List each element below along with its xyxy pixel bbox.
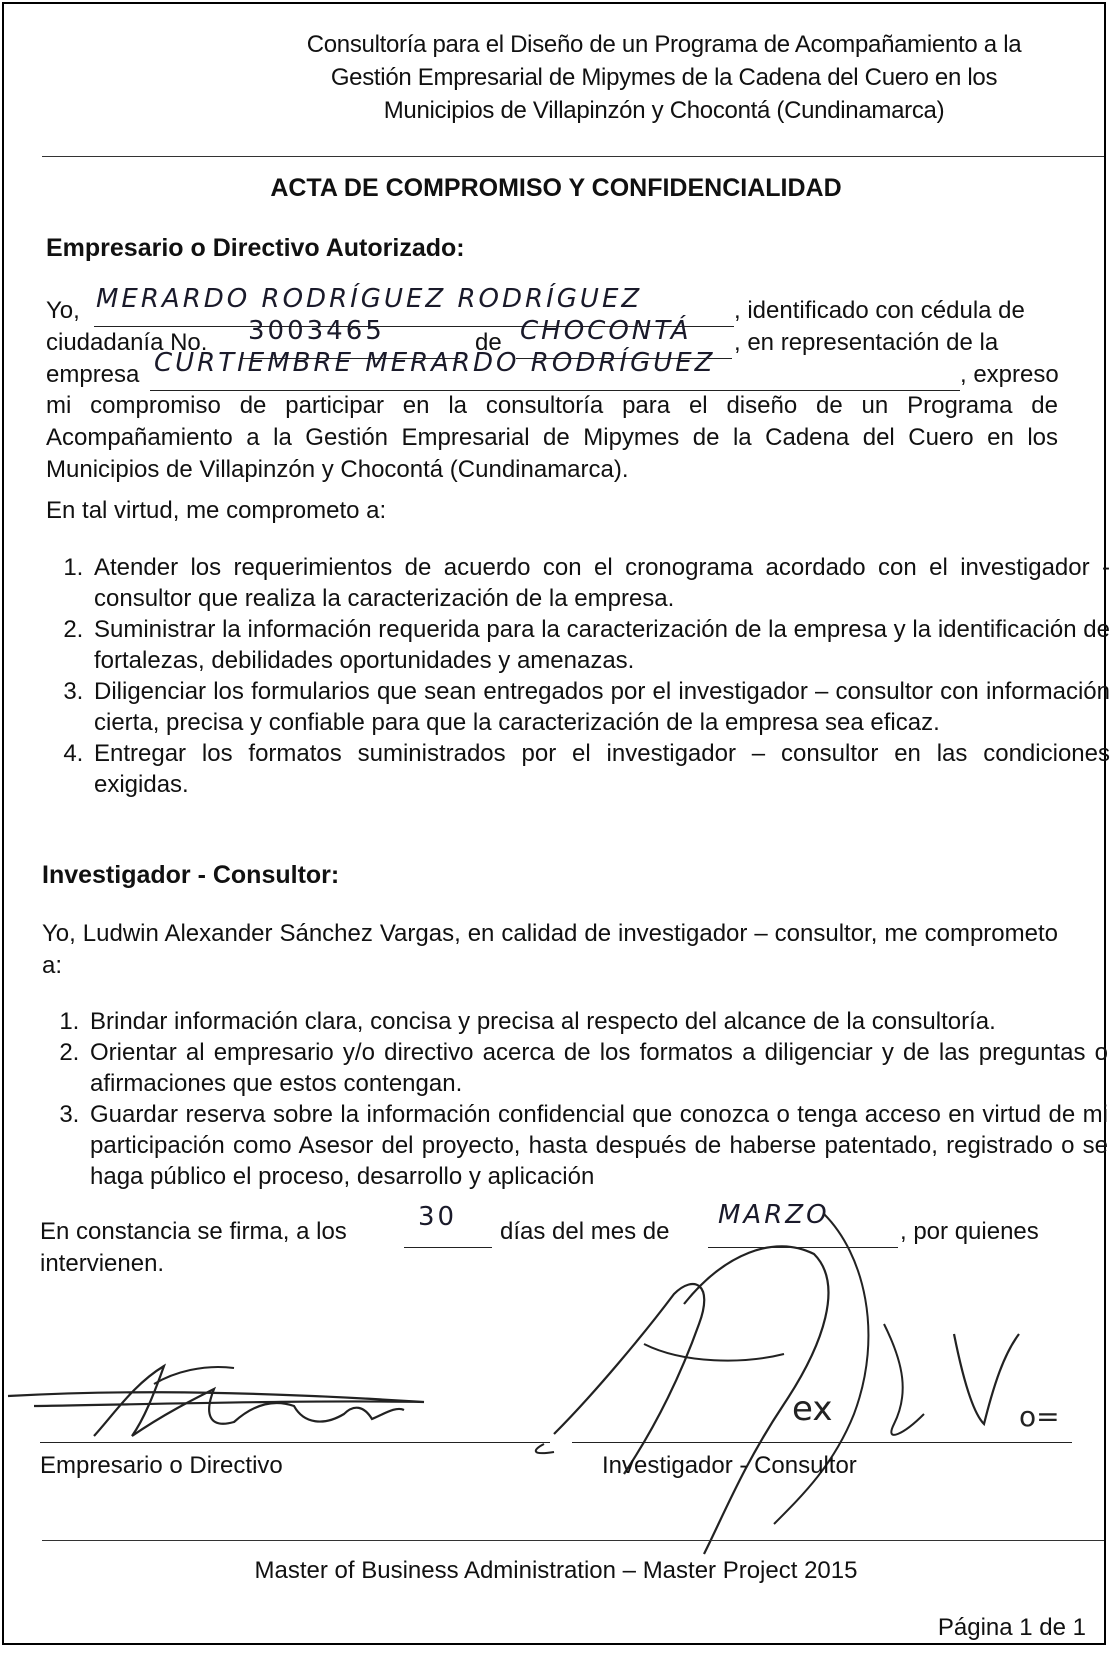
day-handwritten: 30 bbox=[418, 1202, 458, 1232]
empresario-item-3: 3. Diligenciar los formularios que sean entregados por el investigador – consultor con información cierta, precisa y confiable para que la caracterización de la empresa sea eficaz. bbox=[90, 676, 1110, 738]
representacion-text: , en representación de la bbox=[734, 329, 999, 356]
de-label: de bbox=[475, 329, 502, 356]
name-handwritten: MERARDO RODRÍGUEZ RODRÍGUEZ bbox=[96, 284, 643, 314]
document-page bbox=[2, 2, 1110, 1645]
empresario-item-1: 1. Atender los requerimientos de acuerdo con el cronograma acordado con el investigador - consultor que realiza la caracterización de la empresa. bbox=[90, 552, 1110, 614]
empresa-label: empresa bbox=[46, 361, 140, 388]
header-divider bbox=[42, 156, 1104, 157]
constancia-part3: , por quienes bbox=[900, 1218, 1039, 1245]
day-blank bbox=[404, 1247, 492, 1248]
footer-text: Master of Business Administration – Master Project 2015 bbox=[254, 1557, 858, 1584]
identificado-text: , identificado con cédula de bbox=[734, 297, 1025, 324]
ciudad-handwritten: CHOCONTÁ bbox=[520, 316, 692, 346]
header-line-2: Gestión Empresarial de Mipymes de la Cadena del Cuero en los bbox=[330, 64, 998, 91]
investigador-paragraph: Yo, Ludwin Alexander Sánchez Vargas, en calidad de investigador – consultor, me comprometo a: bbox=[42, 920, 1058, 979]
header-line-1: Consultoría para el Diseño de un Programa de Acompañamiento a la bbox=[306, 31, 1022, 58]
empresario-paragraph: mi compromiso de participar en la consultoría para el diseño de un Programa de Acompañamiento a la Gestión Empresarial de Mipymes de la Cadena del Cuero en los Municipios de Villapinzón y Chocontá (Cundinamarca). bbox=[46, 392, 1058, 483]
investigador-signature bbox=[524, 1194, 1084, 1574]
document-title: ACTA DE COMPROMISO Y CONFIDENCIALIDAD bbox=[270, 174, 842, 202]
constancia-part4: intervienen. bbox=[40, 1250, 165, 1277]
month-handwritten: MARZO bbox=[718, 1200, 830, 1230]
investigador-item-3: 3. Guardar reserva sobre la información confidencial que conozca o tenga acceso en virtud de mi participación como Asesor del proyecto, hasta después de haberse patentado, registrado o se haga público el proceso, desarrollo y aplicación bbox=[86, 1099, 1108, 1192]
investigador-item-1: 1. Brindar información clara, concisa y precisa al respecto del alcance de la consultoría. bbox=[86, 1006, 1108, 1037]
cedula-handwritten: 3003465 bbox=[248, 316, 385, 346]
constancia-part1: En constancia se firma, a los bbox=[40, 1218, 347, 1245]
empresario-signature bbox=[4, 1344, 564, 1454]
empresario-signature-label: Empresario o Directivo bbox=[40, 1452, 283, 1479]
virtud-text: En tal virtud, me comprometo a: bbox=[46, 497, 387, 524]
svg-text:ex: ex bbox=[792, 1389, 833, 1429]
investigador-heading: Investigador - Consultor: bbox=[42, 861, 340, 889]
investigador-item-2: 2. Orientar al empresario y/o directivo acerca de los formatos a diligenciar y de las preguntas o afirmaciones que estos contengan. bbox=[86, 1037, 1108, 1099]
header-line-3: Municipios de Villapinzón y Chocontá (Cundinamarca) bbox=[383, 97, 945, 124]
footer-divider bbox=[42, 1540, 1104, 1541]
constancia-part2: días del mes de bbox=[500, 1218, 670, 1245]
expreso-text: , expreso bbox=[960, 361, 1059, 388]
empresa-handwritten: CURTIEMBRE MERARDO RODRÍGUEZ bbox=[154, 348, 716, 378]
investigador-signature-label: Investigador - Consultor bbox=[602, 1452, 857, 1479]
svg-text:o=: o= bbox=[1019, 1400, 1060, 1433]
yo-label: Yo, bbox=[46, 297, 80, 324]
document-header bbox=[234, 28, 1094, 127]
empresario-heading: Empresario o Directivo Autorizado: bbox=[46, 234, 465, 262]
investigador-commitments bbox=[38, 1006, 1108, 1192]
empresario-item-4: 4. Entregar los formatos suministrados por el investigador – consultor en las condiciones exigidas. bbox=[90, 738, 1110, 800]
empresario-item-2: 2. Suministrar la información requerida para la caracterización de la empresa y la identificación de fortalezas, debilidades oportunidades y amenazas. bbox=[90, 614, 1110, 676]
page-number: Página 1 de 1 bbox=[937, 1614, 1086, 1641]
ciudadania-label: ciudadanía No. bbox=[46, 329, 208, 356]
empresario-commitments bbox=[42, 552, 1110, 800]
